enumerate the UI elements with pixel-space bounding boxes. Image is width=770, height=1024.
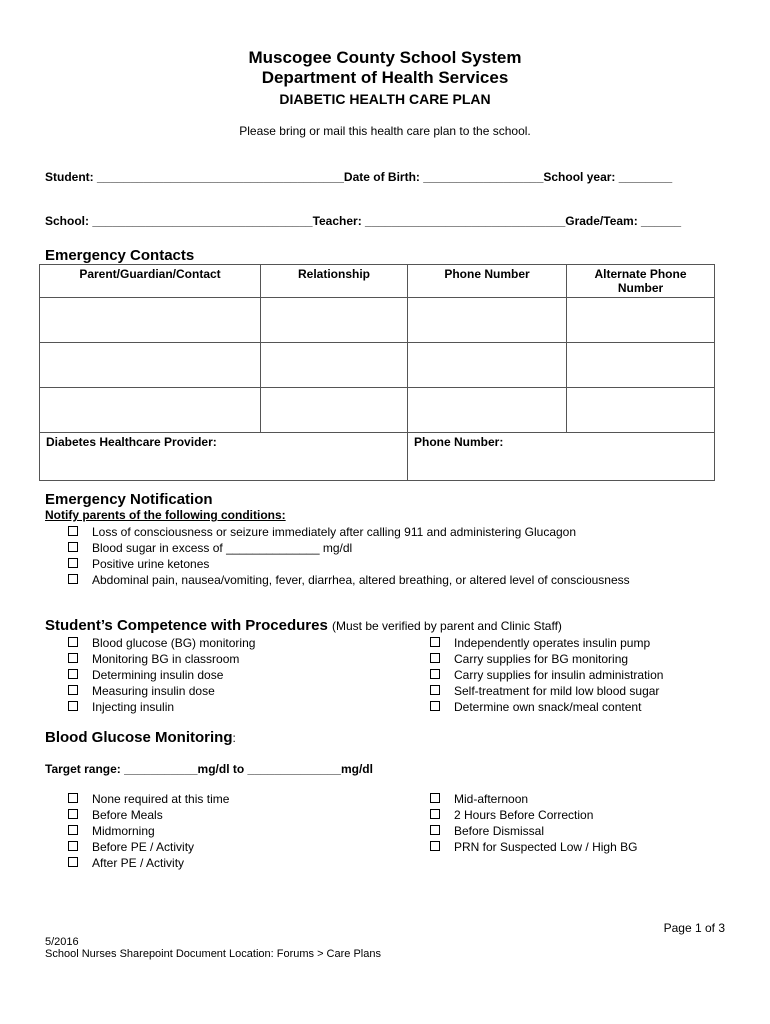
table-row bbox=[40, 343, 715, 388]
list-item-label: Determine own snack/meal content bbox=[454, 700, 642, 714]
competence-note: (Must be verified by parent and Clinic Staff) bbox=[332, 619, 562, 633]
checkbox[interactable] bbox=[430, 809, 440, 819]
alt-phone-cell[interactable] bbox=[567, 388, 715, 433]
checkbox[interactable] bbox=[430, 701, 440, 711]
table-row bbox=[40, 298, 715, 343]
list-item-label: Blood glucose (BG) monitoring bbox=[92, 636, 256, 650]
list-item bbox=[430, 652, 628, 666]
list-item-label: Blood sugar in excess of ______________ mg/dl bbox=[92, 541, 353, 555]
notification-subtitle: Notify parents of the following conditions: bbox=[45, 508, 286, 522]
list-item bbox=[68, 573, 630, 587]
list-item-label: Positive urine ketones bbox=[92, 557, 210, 571]
list-item-label: Abdominal pain, nausea/vomiting, fever, diarrhea, altered breathing, or altered level of consciousness bbox=[92, 573, 630, 587]
competence-title: Student’s Competence with Procedures bbox=[45, 617, 328, 634]
list-item-label: Self-treatment for mild low blood sugar bbox=[454, 684, 660, 698]
list-item-label: 2 Hours Before Correction bbox=[454, 808, 594, 822]
list-item bbox=[430, 792, 528, 806]
relationship-cell[interactable] bbox=[261, 343, 408, 388]
list-item bbox=[68, 808, 163, 822]
list-item-label: Monitoring BG in classroom bbox=[92, 652, 240, 666]
provider-row bbox=[40, 433, 715, 481]
list-item-label: Loss of consciousness or seizure immediately after calling 911 and administering Glucagon bbox=[92, 525, 577, 539]
list-item bbox=[68, 636, 255, 650]
phone-cell[interactable] bbox=[408, 388, 567, 433]
list-item-label: Carry supplies for insulin administration bbox=[454, 668, 664, 682]
checkbox[interactable] bbox=[430, 793, 440, 803]
checkbox[interactable] bbox=[68, 857, 78, 867]
checkbox[interactable] bbox=[68, 841, 78, 851]
emergency-contacts-table bbox=[39, 264, 715, 481]
bg-monitoring-title: Blood Glucose Monitoring bbox=[45, 729, 233, 746]
footer-location: School Nurses Sharepoint Document Location: Forums > Care Plans bbox=[45, 948, 381, 960]
checkbox[interactable] bbox=[430, 841, 440, 851]
relationship-cell[interactable] bbox=[261, 388, 408, 433]
list-item-label: Carry supplies for BG monitoring bbox=[454, 652, 629, 666]
col-header-phone: Phone Number bbox=[408, 265, 567, 298]
col-header-relationship: Relationship bbox=[261, 265, 408, 298]
checkbox[interactable] bbox=[68, 653, 78, 663]
list-item-label: PRN for Suspected Low / High BG bbox=[454, 840, 638, 854]
list-item-label: Midmorning bbox=[92, 824, 155, 838]
list-item bbox=[430, 840, 637, 854]
list-item-label: Independently operates insulin pump bbox=[454, 636, 651, 650]
instruction-text: Please bring or mail this health care plan to the school. bbox=[239, 124, 531, 138]
page-number: Page 1 of 3 bbox=[663, 921, 725, 935]
footer-date: 5/2016 bbox=[45, 936, 79, 948]
list-item bbox=[430, 824, 544, 838]
checkbox[interactable] bbox=[68, 542, 78, 552]
provider-label[interactable]: Diabetes Healthcare Provider: bbox=[40, 433, 408, 481]
list-item bbox=[430, 700, 641, 714]
checkbox[interactable] bbox=[68, 793, 78, 803]
checkbox[interactable] bbox=[68, 558, 78, 568]
list-item-label: Injecting insulin bbox=[92, 700, 175, 714]
list-item bbox=[430, 808, 593, 822]
col-header-contact: Parent/Guardian/Contact bbox=[40, 265, 261, 298]
emergency-contacts-heading: Emergency Contacts bbox=[45, 247, 195, 264]
list-item-label: Before PE / Activity bbox=[92, 840, 195, 854]
alt-phone-cell[interactable] bbox=[567, 343, 715, 388]
list-item-label: Before Dismissal bbox=[454, 824, 545, 838]
list-item-label: None required at this time bbox=[92, 792, 230, 806]
target-range-line: Target range: ___________mg/dl to ______________mg/dl bbox=[45, 762, 373, 776]
list-item bbox=[68, 792, 229, 806]
col-header-alt-phone-label: Alternate Phone Number bbox=[594, 267, 687, 295]
checkbox[interactable] bbox=[68, 574, 78, 584]
list-item bbox=[68, 668, 223, 682]
list-item bbox=[68, 652, 239, 666]
list-item-label: Determining insulin dose bbox=[92, 668, 224, 682]
checkbox[interactable] bbox=[430, 669, 440, 679]
list-item bbox=[68, 557, 209, 571]
checkbox[interactable] bbox=[68, 526, 78, 536]
contact-cell[interactable] bbox=[40, 388, 261, 433]
list-item bbox=[430, 668, 663, 682]
title-line-1: Muscogee County School System bbox=[248, 48, 522, 67]
provider-phone-label[interactable]: Phone Number: bbox=[408, 433, 715, 481]
table-row bbox=[40, 388, 715, 433]
checkbox[interactable] bbox=[68, 669, 78, 679]
list-item-label: Measuring insulin dose bbox=[92, 684, 215, 698]
checkbox[interactable] bbox=[430, 685, 440, 695]
competence-heading bbox=[45, 617, 562, 634]
student-info-line: Student: _____________________________________Date of Birth: __________________School year: ________ bbox=[45, 170, 673, 184]
checkbox[interactable] bbox=[68, 809, 78, 819]
alt-phone-cell[interactable] bbox=[567, 298, 715, 343]
list-item-label: Before Meals bbox=[92, 808, 163, 822]
emergency-notification-heading: Emergency Notification bbox=[45, 491, 213, 508]
list-item bbox=[68, 856, 184, 870]
relationship-cell[interactable] bbox=[261, 298, 408, 343]
document-title: DIABETIC HEALTH CARE PLAN bbox=[279, 91, 491, 107]
table-header-row bbox=[40, 265, 715, 298]
checkbox[interactable] bbox=[68, 825, 78, 835]
list-item bbox=[68, 700, 174, 714]
list-item bbox=[430, 684, 659, 698]
list-item bbox=[68, 824, 155, 838]
checkbox[interactable] bbox=[68, 685, 78, 695]
checkbox[interactable] bbox=[68, 637, 78, 647]
title-line-2: Department of Health Services bbox=[261, 68, 509, 87]
checkbox[interactable] bbox=[430, 825, 440, 835]
list-item-label: Mid-afternoon bbox=[454, 792, 529, 806]
checkbox[interactable] bbox=[430, 637, 440, 647]
list-item bbox=[430, 636, 650, 650]
list-item bbox=[68, 840, 194, 854]
checkbox[interactable] bbox=[430, 653, 440, 663]
list-item bbox=[68, 525, 576, 539]
contact-cell[interactable] bbox=[40, 343, 261, 388]
list-item-label: After PE / Activity bbox=[92, 856, 185, 870]
bg-monitoring-colon: : bbox=[232, 731, 236, 745]
contact-cell[interactable] bbox=[40, 298, 261, 343]
bg-monitoring-heading bbox=[45, 729, 236, 746]
checkbox[interactable] bbox=[68, 701, 78, 711]
list-item bbox=[68, 684, 215, 698]
list-item bbox=[68, 541, 352, 555]
col-header-alt-phone bbox=[567, 265, 715, 298]
phone-cell[interactable] bbox=[408, 298, 567, 343]
phone-cell[interactable] bbox=[408, 343, 567, 388]
school-info-line: School: _________________________________Teacher: ______________________________Grade/Team: ______ bbox=[45, 214, 682, 228]
